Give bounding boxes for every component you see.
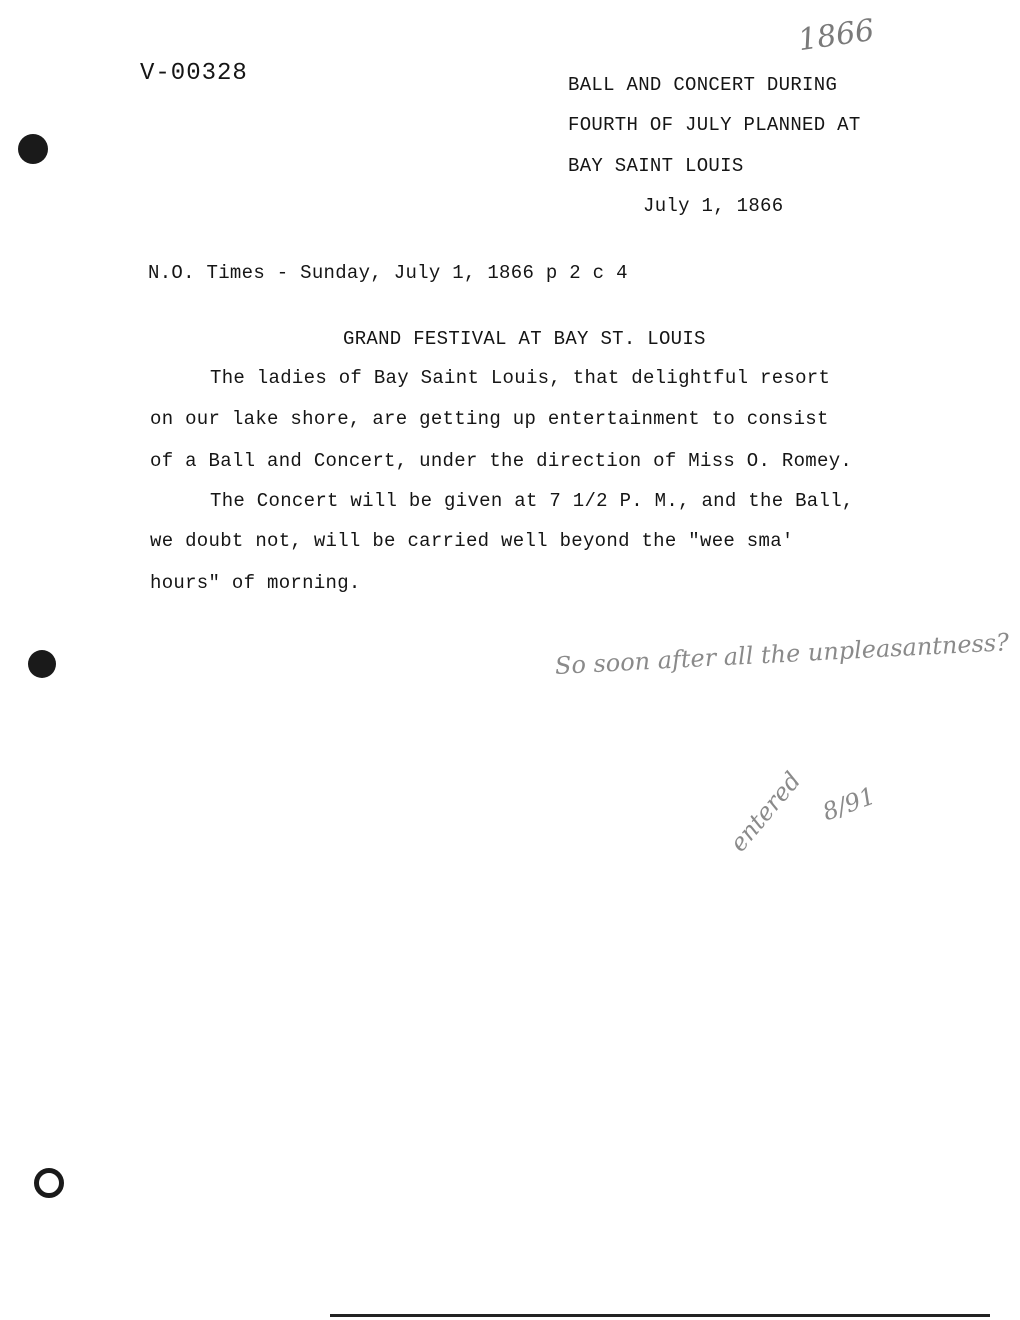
article-line-5: we doubt not, will be carried well beyond the "wee sma' bbox=[150, 530, 794, 552]
scan-edge-line bbox=[330, 1314, 990, 1317]
punch-hole-top bbox=[18, 134, 48, 164]
entered-date: 8/91 bbox=[818, 781, 880, 827]
article-headline: GRAND FESTIVAL AT BAY ST. LOUIS bbox=[343, 328, 706, 350]
handwritten-comment: So soon after all the unpleasantness? bbox=[554, 628, 1010, 680]
subject-line-3: BAY SAINT LOUIS bbox=[568, 155, 744, 177]
subject-line-2: FOURTH OF JULY PLANNED AT bbox=[568, 114, 861, 136]
punch-hole-middle bbox=[28, 650, 56, 678]
source-citation: N.O. Times - Sunday, July 1, 1866 p 2 c 4 bbox=[148, 262, 628, 284]
article-line-3: of a Ball and Concert, under the direction of Miss O. Romey. bbox=[150, 450, 853, 472]
article-line-6: hours" of morning. bbox=[150, 572, 361, 594]
article-line-4: The Concert will be given at 7 1/2 P. M., and the Ball, bbox=[210, 490, 854, 512]
subject-date: July 1, 1866 bbox=[643, 195, 784, 217]
catalog-number: V-00328 bbox=[140, 60, 248, 87]
subject-line-1: BALL AND CONCERT DURING bbox=[568, 74, 838, 96]
year-note: 1866 bbox=[795, 12, 877, 59]
article-line-1: The ladies of Bay Saint Louis, that delightful resort bbox=[210, 367, 831, 389]
entered-note: entered bbox=[724, 766, 807, 857]
punch-hole-bottom bbox=[34, 1168, 64, 1198]
article-line-2: on our lake shore, are getting up entertainment to consist bbox=[150, 408, 829, 430]
